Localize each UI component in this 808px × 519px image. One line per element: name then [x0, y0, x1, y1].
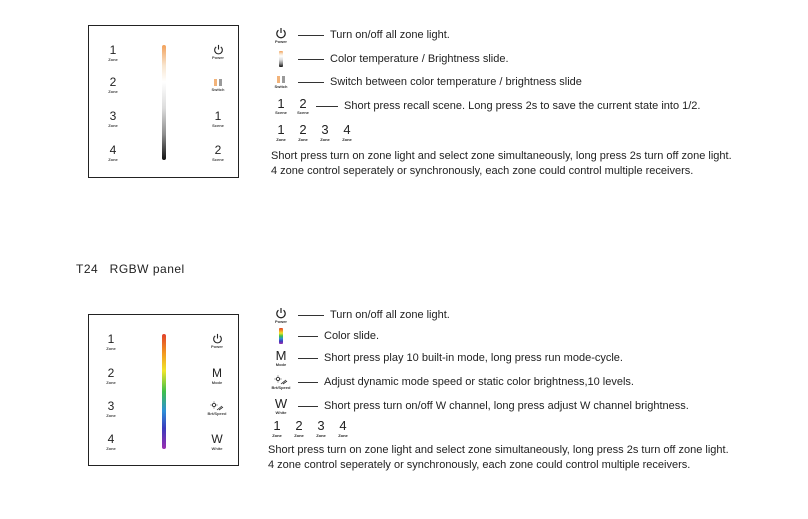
mode-key-label: Mode	[211, 380, 223, 385]
zone-key-label: Zone	[108, 57, 118, 62]
leader-line	[298, 382, 318, 383]
zone-key-number: 4	[109, 143, 117, 157]
legend-switch	[270, 71, 582, 93]
leader-line	[298, 336, 318, 337]
zone-2-key[interactable]	[93, 76, 133, 95]
legend-color-text: Color slide.	[324, 330, 380, 342]
brightness-speed-icon	[274, 375, 288, 385]
cct-bar-icon	[279, 51, 283, 67]
legend-mode-text: Short press play 10 built-in mode, long press run mode-cycle.	[324, 352, 623, 364]
zone-key-label: Zone	[108, 89, 118, 94]
leader-line	[298, 315, 324, 316]
legend-power-sub: Power	[274, 38, 287, 44]
leader-line	[316, 106, 338, 107]
zone-number: 2	[299, 122, 307, 137]
brightness-speed-sub: Brt/Speed	[271, 384, 291, 390]
zone-description-1	[271, 149, 732, 179]
power-key[interactable]	[197, 333, 237, 350]
legend-mode	[270, 347, 623, 369]
zone-4-key[interactable]	[91, 433, 131, 452]
zone-key-label: Zone	[106, 413, 116, 418]
zone-key-number: 4	[107, 432, 115, 446]
leader-line	[298, 59, 324, 60]
desc-line: Short press turn on zone light and select zone simultaneously, long press 2s turn off zone light.	[271, 150, 732, 162]
zone-number: 4	[343, 122, 351, 137]
zone-sub: Zone	[316, 433, 326, 438]
legend-switch-text: Switch between color temperature / brightness slide	[330, 76, 582, 88]
mode-letter: M	[275, 348, 287, 363]
scene-2-sub: Scene	[297, 110, 309, 115]
switch-key[interactable]	[198, 78, 238, 93]
scene-1-key[interactable]	[198, 110, 238, 129]
zone-key-number: 2	[107, 366, 115, 380]
switch-icon	[213, 78, 223, 87]
brightness-speed-key[interactable]	[197, 401, 237, 417]
power-key-label: Power	[210, 344, 223, 349]
desc-line: Short press turn on zone light and select zone simultaneously, long press 2s turn off zone light.	[268, 444, 729, 456]
leader-line	[298, 35, 324, 36]
scene-2-number: 2	[299, 96, 307, 111]
legend-brightness-speed	[270, 371, 634, 393]
power-icon	[275, 307, 287, 319]
power-key[interactable]	[198, 44, 238, 61]
switch-icon	[276, 75, 286, 84]
power-icon	[275, 27, 287, 39]
scene-key-label: Scene	[212, 123, 224, 128]
color-slider[interactable]	[162, 334, 166, 449]
cct-panel	[88, 25, 239, 178]
leader-line	[298, 358, 318, 359]
zone-number: 4	[339, 418, 347, 433]
zone-sub: Zone	[272, 433, 282, 438]
scene-key-label: Scene	[212, 157, 224, 162]
switch-key-label: Switch	[211, 87, 225, 92]
zone-number: 1	[277, 122, 285, 137]
legend-brightness-text: Adjust dynamic mode speed or static color brightness,10 levels.	[324, 376, 634, 388]
zone-1-key[interactable]	[93, 44, 133, 63]
legend-switch-sub: Switch	[274, 84, 288, 89]
white-key-letter: W	[211, 432, 223, 446]
zone-sub: Zone	[338, 433, 348, 438]
white-letter: W	[274, 396, 288, 411]
zone-2-key[interactable]	[91, 367, 131, 386]
scene-key-number: 2	[214, 143, 222, 157]
legend-power	[270, 304, 450, 326]
legend-power-text: Turn on/off all zone light.	[330, 29, 450, 41]
zone-key-number: 1	[109, 43, 117, 57]
zone-sub: Zone	[298, 137, 308, 142]
mode-key-letter: M	[212, 366, 222, 380]
zone-number: 2	[295, 418, 303, 433]
zone-description-2	[268, 443, 729, 473]
zone-key-label: Zone	[106, 380, 116, 385]
cct-brightness-slider[interactable]	[162, 45, 166, 160]
zone-number: 3	[321, 122, 329, 137]
white-key[interactable]	[197, 433, 237, 452]
zone-sub: Zone	[276, 137, 286, 142]
zone-key-label: Zone	[108, 123, 118, 128]
brightness-speed-label: Brt/Speed	[207, 411, 227, 416]
legend-white-text: Short press turn on/off W channel, long press adjust W channel brightness.	[324, 400, 689, 412]
zone-3-key[interactable]	[93, 110, 133, 129]
rgb-bar-icon	[279, 328, 283, 344]
legend-scene-text: Short press recall scene. Long press 2s to save the current state into 1/2.	[344, 100, 701, 112]
legend-color-slide	[270, 325, 379, 347]
legend-power-text: Turn on/off all zone light.	[330, 309, 450, 321]
leader-line	[298, 406, 318, 407]
zone-key-label: Zone	[106, 346, 116, 351]
power-icon	[213, 44, 224, 55]
legend-white	[270, 395, 689, 417]
zone-4-key[interactable]	[93, 144, 133, 163]
zone-key-number: 3	[109, 109, 117, 123]
zone-icons-2	[266, 419, 354, 438]
legend-cct-slide	[270, 48, 509, 70]
desc-line: 4 zone control seperately or synchronously, each zone could control multiple receivers.	[271, 165, 694, 177]
leader-line	[298, 82, 324, 83]
mode-sub: Mode	[275, 362, 287, 367]
scene-1-number: 1	[277, 96, 285, 111]
rgbw-panel	[88, 314, 239, 466]
zone-sub: Zone	[342, 137, 352, 142]
legend-power-sub: Power	[274, 318, 287, 324]
white-key-label: White	[211, 446, 223, 451]
zone-number: 1	[273, 418, 281, 433]
section-heading: T24 RGBW panel	[76, 262, 185, 276]
zone-key-number: 3	[107, 399, 115, 413]
scene-2-key[interactable]	[198, 144, 238, 163]
legend-cct-text: Color temperature / Brightness slide.	[330, 53, 509, 65]
legend-power	[270, 24, 450, 46]
white-sub: White	[275, 410, 287, 415]
zone-sub: Zone	[294, 433, 304, 438]
legend-scene	[270, 95, 700, 117]
zone-key-number: 2	[109, 75, 117, 89]
power-key-label: Power	[211, 55, 224, 60]
zone-key-number: 1	[107, 332, 115, 346]
zone-1-key[interactable]	[91, 333, 131, 352]
scene-1-sub: Scene	[275, 110, 287, 115]
brightness-speed-icon	[210, 401, 224, 411]
zone-3-key[interactable]	[91, 400, 131, 419]
zone-sub: Zone	[320, 137, 330, 142]
scene-key-number: 1	[214, 109, 222, 123]
zone-number: 3	[317, 418, 325, 433]
zone-icons-1	[270, 123, 358, 142]
zone-key-label: Zone	[108, 157, 118, 162]
mode-key[interactable]	[197, 367, 237, 386]
power-icon	[212, 333, 223, 344]
desc-line: 4 zone control seperately or synchronously, each zone could control multiple receivers.	[268, 459, 691, 471]
zone-key-label: Zone	[106, 446, 116, 451]
